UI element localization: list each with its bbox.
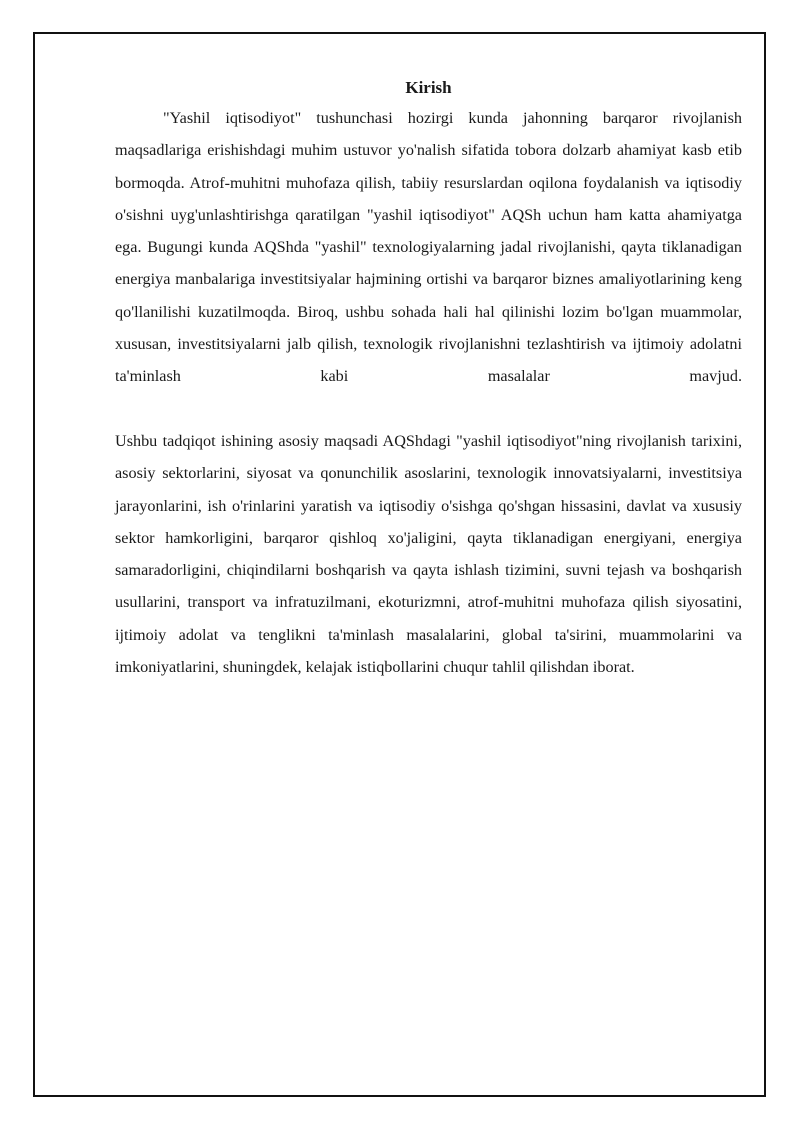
- document-body: [115, 74, 742, 683]
- page-title: Kirish: [405, 78, 452, 97]
- paragraph-intro: "Yashil iqtisodiyot" tushunchasi hozirgi kunda jahonning barqaror rivojlanish maqsadlariga erishishdagi muhim ustuvor yo'nalish sifatida tobora dolzarb ahamiyat kasb etib bormoqda. Atrof-muhitni muhofaza qilish, tabiiy resurslardan oqilona foydalanish va iqtisodiy o'sishni uyg'unlashtirishga qaratilgan "yashil iqtisodiyot" AQSh uchun ham katta ahamiyatga ega. Bugungi kunda AQShda "yashil" texnologiyalarning jadal rivojlanishi, qayta tiklanadigan energiya manbalariga investitsiyalar hajmining ortishi va barqaror biznes amaliyotlarining keng qo'llanilishi kuzatilmoqda. Biroq, ushbu sohada hali hal qilinishi lozim bo'lgan muammolar, xususan, investitsiyalarni jalb qilish, texnologik rivojlanishni tezlashtirish va ijtimoiy adolatni ta'minlash kabi masalalar mavjud.: [115, 109, 742, 386]
- paragraph-goal: Ushbu tadqiqot ishining asosiy maqsadi AQShdagi "yashil iqtisodiyot"ning rivojlanish tarixini, asosiy sektorlarini, siyosat va qonunchilik asoslarini, texnologik innovatsiyalarni, investitsiya jarayonlarini, ish o'rinlarini yaratish va iqtisodiy o'sishga qo'shgan hissasini, davlat va xususiy sektor hamkorligini, barqaror qishloq xo'jaligini, qayta tiklanadigan energiyani, energiya samaradorligini, chiqindilarni boshqarish va qayta ishlash tizimini, suvni tejash va boshqarish usullarini, transport va infratuzilmani, ekoturizmni, atrof-muhitni muhofaza qilish siyosatini, ijtimoiy adolat va tenglikni ta'minlash masalalarini, global ta'sirini, muammolarini va imkoniyatlarini, shuningdek, kelajak istiqbollarini chuqur tahlil qilishdan iborat.: [115, 431, 742, 677]
